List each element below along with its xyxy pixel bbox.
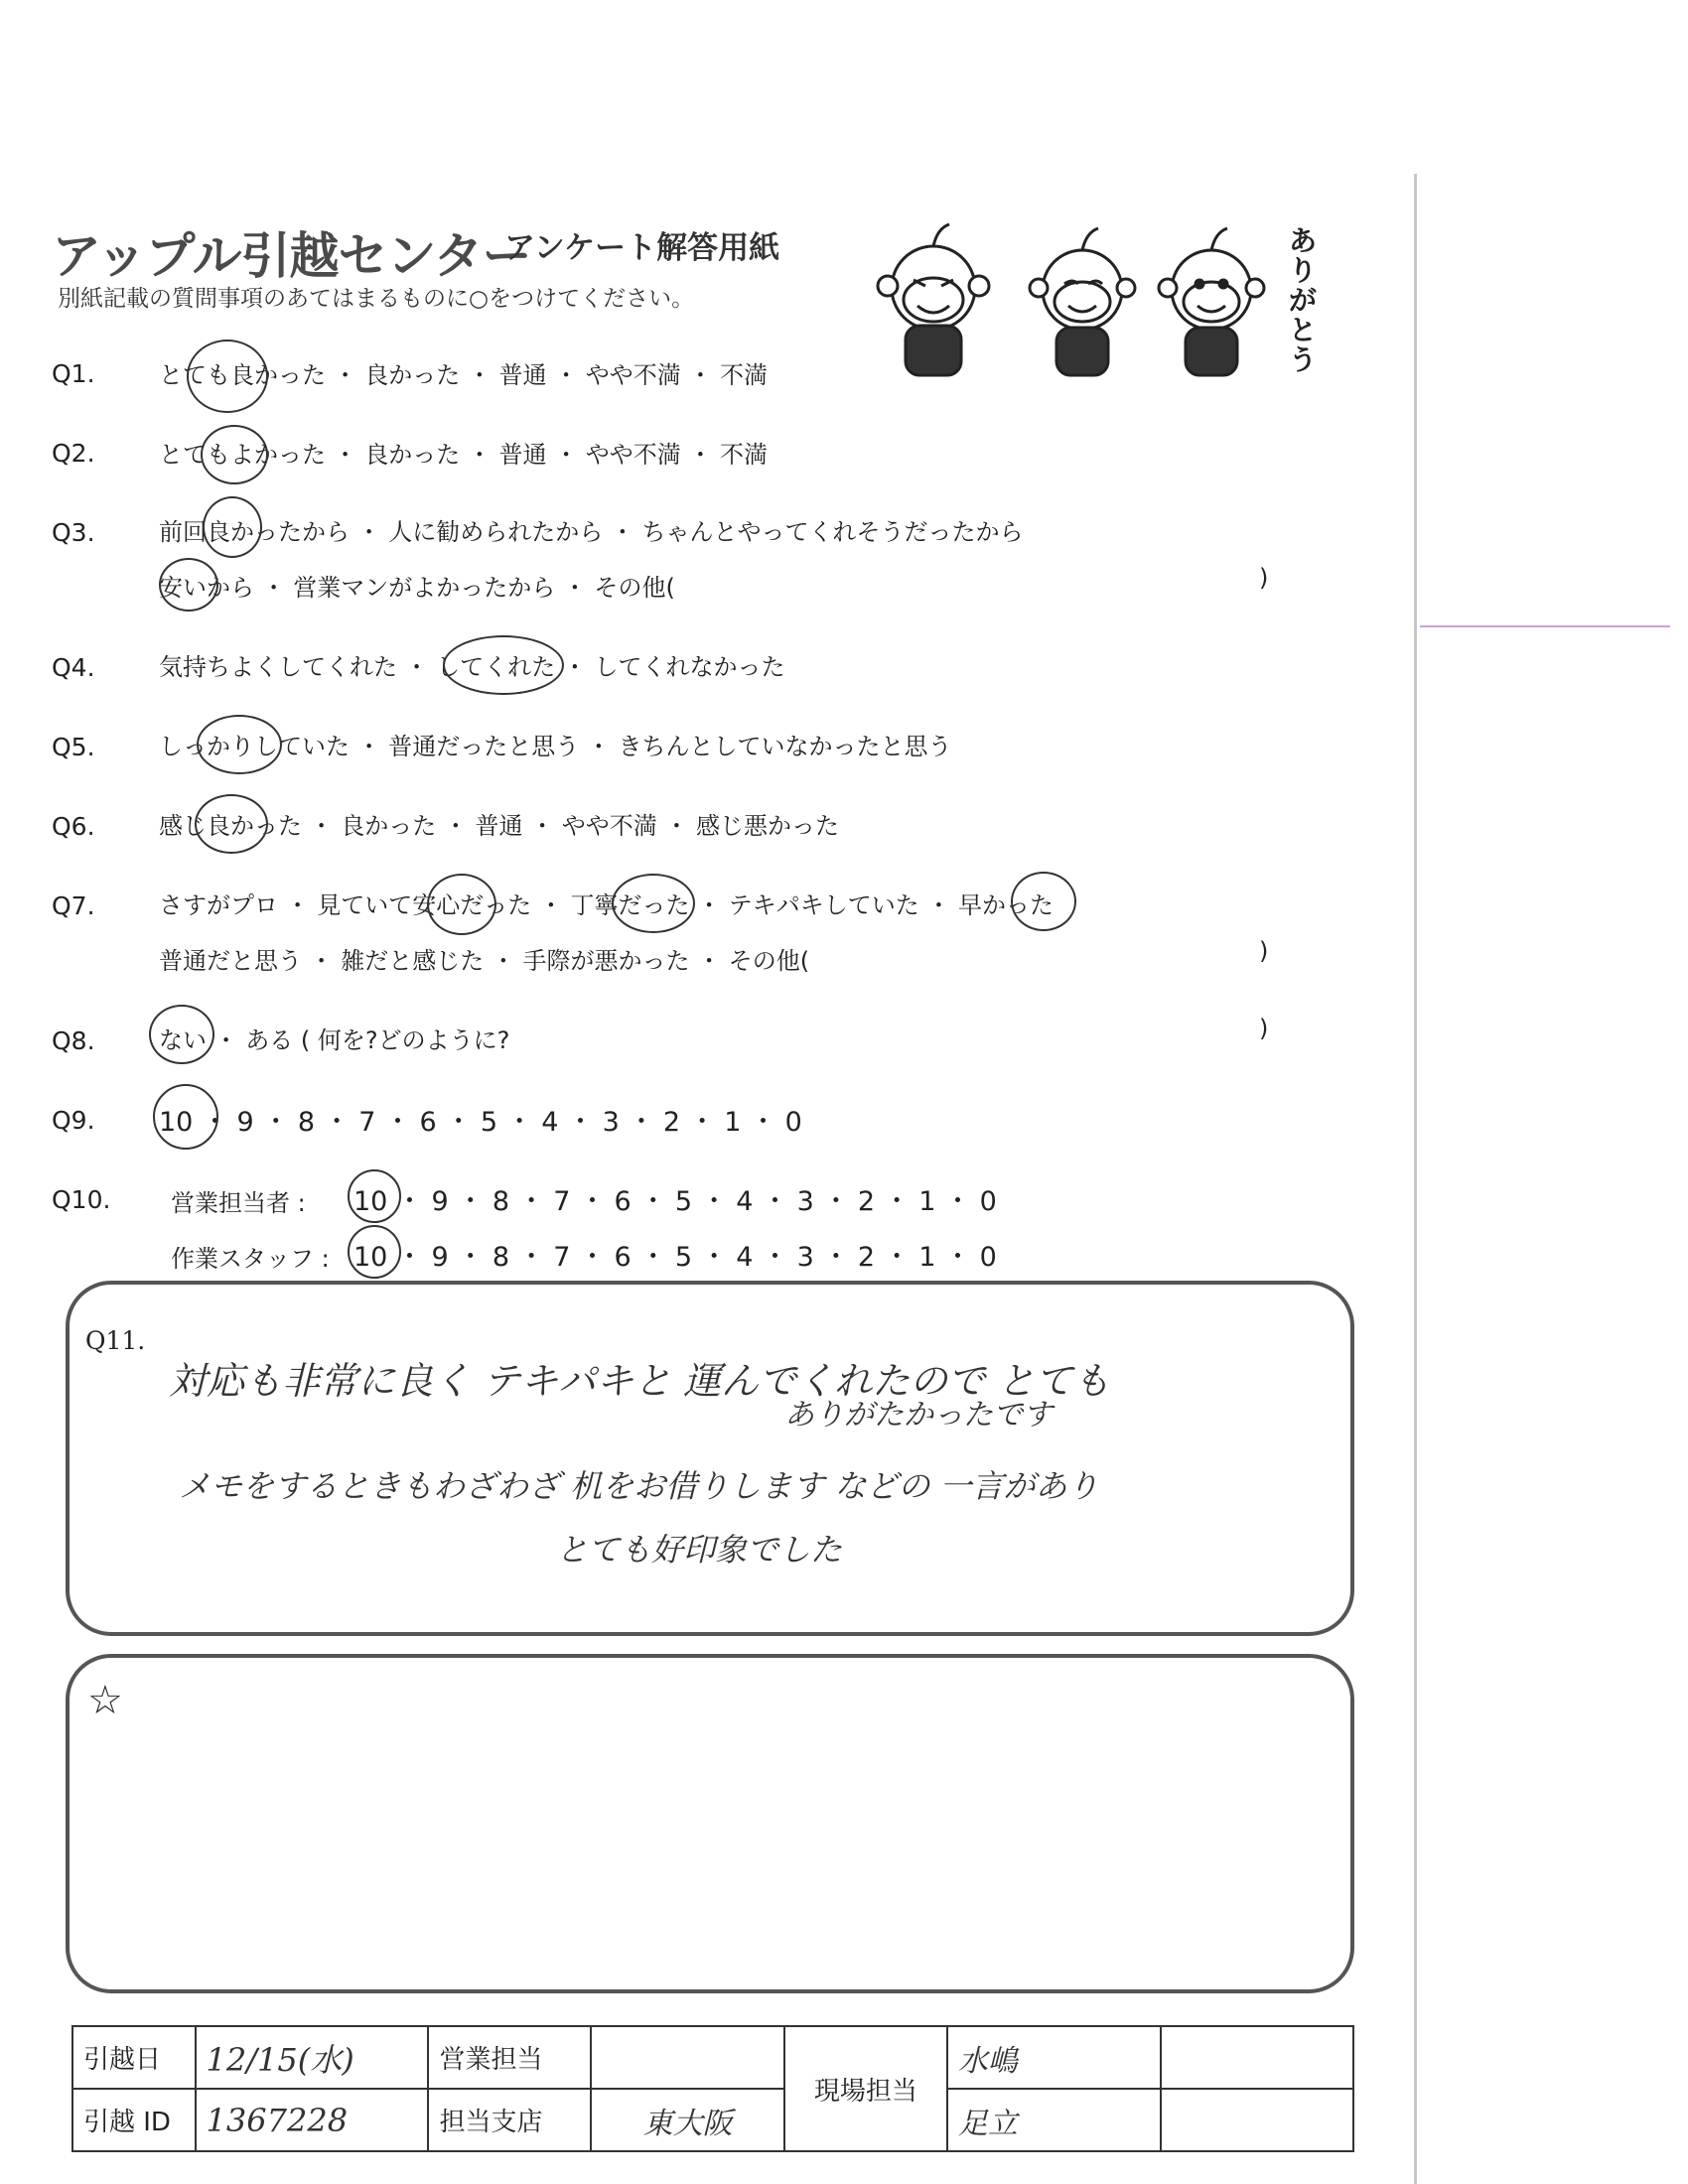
q5-label: Q5. [52,733,95,761]
q9-answer-circle [153,1084,218,1150]
star-comment-box [66,1654,1354,1993]
move-date-label: 引越日 [72,2026,196,2089]
q4-label: Q4. [52,653,95,682]
field-rep-extra-1 [1161,2026,1353,2089]
q5-answer-circle [197,715,282,774]
q10-label: Q10. [52,1185,111,1214]
q3-paren-close: ) [1259,564,1269,592]
q10-staff-label: 作業スタッフ : [171,1245,330,1273]
q8-label: Q8. [52,1026,95,1055]
q10-staff-scale: 10 ・ 9 ・ 8 ・ 7 ・ 6 ・ 5 ・ 4 ・ 3 ・ 2 ・ 1 ・ 0 [353,1242,997,1273]
q9-label: Q9. [52,1106,95,1135]
monkey-mascot-icon [864,218,1281,387]
q8-answer-circle [149,1005,214,1064]
form-title: アップル引越センター [52,227,531,285]
form-instruction: 別紙記載の質問事項のあてはまるものに○をつけてください。 [58,286,695,312]
q11-comment-line4: とても好印象でした [556,1531,843,1569]
q3-answer-circle-2 [159,558,218,612]
q7-options-line2: 普通だと思う ・ 雑だと感じた ・ 手際が悪かった ・ その他( [159,947,810,975]
field-rep-label: 現場担当 [784,2026,947,2151]
q10-sales-answer-circle [348,1169,401,1223]
q7-answer-circle-3 [1011,872,1076,931]
q6-answer-circle [195,794,268,854]
q11-comment-box [66,1281,1354,1636]
branch-label: 担当支店 [428,2089,591,2151]
field-rep-extra-2 [1161,2089,1353,2151]
q11-comment-line3: メモをするときもわざわざ 机をお借りします などの 一言があり [179,1467,1099,1505]
q8-options: ない ・ ある ( 何を?どのように? [159,1026,510,1054]
scan-edge-line [1414,174,1417,2184]
q7-paren-close: ) [1259,937,1269,965]
q7-options-line1: さすがプロ ・ 見ていて安心だった ・ 丁寧だった ・ テキパキしていた ・ 早かった [159,891,1055,919]
q11-comment-line2: ありがたかったです [784,1398,1053,1433]
q7-answer-circle-1 [427,874,496,935]
star-icon: ☆ [87,1678,123,1723]
q10-sales-label: 営業担当者 : [171,1189,306,1217]
sales-rep-label: 営業担当 [428,2026,591,2089]
q11-comment-line1: 対応も非常に良く テキパキと 運んでくれたので とても [169,1359,1111,1403]
q5-options: しっかりしていた ・ 普通だったと思う ・ きちんとしていなかったと思う [159,733,952,760]
scan-pink-mark [1420,625,1670,627]
q4-options: 気持ちよくしてくれた ・ してくれた ・ してくれなかった [159,653,785,681]
sales-rep-value [591,2026,783,2089]
info-table [71,2025,1354,2152]
q2-label: Q2. [52,439,95,468]
branch-value: 東大阪 [591,2089,783,2151]
q10-staff-answer-circle [348,1225,401,1279]
q3-label: Q3. [52,518,95,547]
move-id-label: 引越 ID [72,2089,196,2151]
q3-options-line2: 安いから ・ 営業マンがよかったから ・ その他( [159,574,675,602]
q3-answer-circle-1 [203,496,262,558]
q2-options: とてもよかった ・ 良かった ・ 普通 ・ やや不満 ・ 不満 [159,441,769,469]
q1-label: Q1. [52,359,95,388]
field-rep-value-2: 足立 [947,2089,1161,2151]
field-rep-value-1: 水嶋 [947,2026,1161,2089]
q6-label: Q6. [52,812,95,841]
q2-answer-circle [201,425,268,484]
q10-sales-scale: 10 ・ 9 ・ 8 ・ 7 ・ 6 ・ 5 ・ 4 ・ 3 ・ 2 ・ 1 ・ 0 [353,1186,997,1217]
q8-paren-close: ) [1259,1015,1269,1042]
q7-label: Q7. [52,891,95,920]
q4-answer-circle [443,635,564,695]
move-date-value: 12/15(水) [196,2026,429,2089]
q1-answer-circle [187,340,268,413]
q3-options-line1: 前回良かったから ・ 人に勧められたから ・ ちゃんとやってくれそうだったから [159,518,1024,546]
q11-label: Q11. [85,1326,146,1355]
q6-options: 感じ良かった ・ 良かった ・ 普通 ・ やや不満 ・ 感じ悪かった [159,812,840,840]
q1-options: とても良かった ・ 良かった ・ 普通 ・ やや不満 ・ 不満 [159,361,769,389]
q7-answer-circle-2 [612,874,695,933]
form-subtitle: アンケート解答用紙 [504,230,780,266]
thanks-text: ありがとう [1289,224,1318,376]
q9-scale: 10 ・ 9 ・ 8 ・ 7 ・ 6 ・ 5 ・ 4 ・ 3 ・ 2 ・ 1 ・ 0 [159,1107,802,1138]
move-id-value: 1367228 [196,2089,429,2151]
